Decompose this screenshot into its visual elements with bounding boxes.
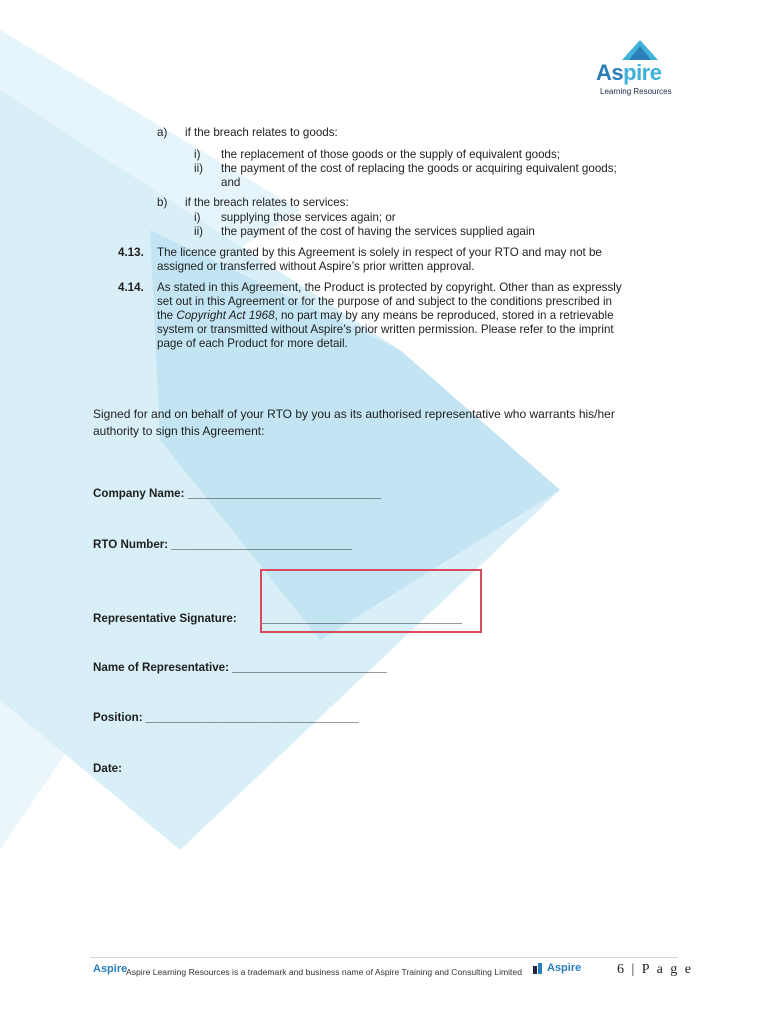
- breach-a-marker: a): [157, 126, 168, 139]
- clause-414-line: set out in this Agreement or for the purpose of and subject to the conditions prescribed in: [157, 295, 613, 308]
- aspire-logo: [590, 40, 682, 100]
- footer-right-logo: Aspire: [547, 962, 582, 974]
- logo-mountain-icon: [620, 40, 660, 62]
- company-name-field[interactable]: Company Name: ______________________________: [93, 487, 382, 500]
- footer-trademark-text: Aspire Learning Resources is a trademark and business name of Aspire Training and Consulting Limited: [126, 967, 523, 977]
- list-item-text: the payment of the cost of having the services supplied again: [221, 225, 535, 238]
- clause-413-line: The licence granted by this Agreement is solely in respect of your RTO and may not be: [157, 246, 602, 259]
- breach-b-text: if the breach relates to services:: [185, 196, 349, 209]
- list-item-marker: i): [194, 148, 201, 161]
- logo-wordmark: Aspire: [596, 60, 662, 85]
- clause-414-line: page of each Product for more detail.: [157, 337, 348, 350]
- list-item-marker: ii): [194, 162, 204, 175]
- footer-divider: [90, 957, 678, 958]
- list-item-marker: ii): [194, 225, 204, 238]
- signed-statement-line: Signed for and on behalf of your RTO by you as its authorised representative who warrants his/her: [93, 407, 615, 421]
- page-number: 6 | P a g e: [617, 962, 693, 977]
- clause-413-number: 4.13.: [118, 246, 144, 259]
- rto-number-field[interactable]: RTO Number: ____________________________: [93, 538, 352, 551]
- list-item-text: the replacement of those goods or the supply of equivalent goods;: [221, 148, 561, 161]
- signature-field-highlight[interactable]: [260, 569, 482, 633]
- signed-statement-line: authority to sign this Agreement:: [93, 424, 265, 438]
- clause-413-line: assigned or transferred without Aspire’s prior written approval.: [157, 260, 475, 273]
- clause-414-line: system or transmitted without Aspire’s prior written permission. Please refer to the imprint: [157, 323, 614, 336]
- clause-414-line: As stated in this Agreement, the Product is protected by copyright. Other than as expressly: [157, 281, 622, 294]
- footer-left-logo: Aspire: [93, 963, 128, 975]
- list-item-marker: i): [194, 211, 201, 224]
- breach-a-text: if the breach relates to goods:: [185, 126, 338, 139]
- logo-tagline: Learning Resources: [600, 87, 672, 96]
- list-item-text: supplying those services again; or: [221, 211, 396, 224]
- footer-logo-mark-icon: [533, 962, 545, 974]
- signature-line: _______________________________: [262, 612, 462, 625]
- position-field[interactable]: Position: _________________________________: [93, 711, 359, 724]
- clause-414-number: 4.14.: [118, 281, 144, 294]
- representative-name-field[interactable]: Name of Representative: ________________________: [93, 661, 387, 674]
- breach-b-marker: b): [157, 196, 168, 209]
- date-field[interactable]: Date:: [93, 762, 122, 775]
- signature-label: Representative Signature:: [93, 612, 237, 625]
- list-item-text: the payment of the cost of replacing the goods or acquiring equivalent goods;: [221, 162, 617, 175]
- list-item-text: and: [221, 176, 241, 189]
- clause-414-line: the Copyright Act 1968, no part may by any means be reproduced, stored in a retrievable: [157, 309, 614, 322]
- copyright-act-reference: Copyright Act 1968: [176, 309, 275, 322]
